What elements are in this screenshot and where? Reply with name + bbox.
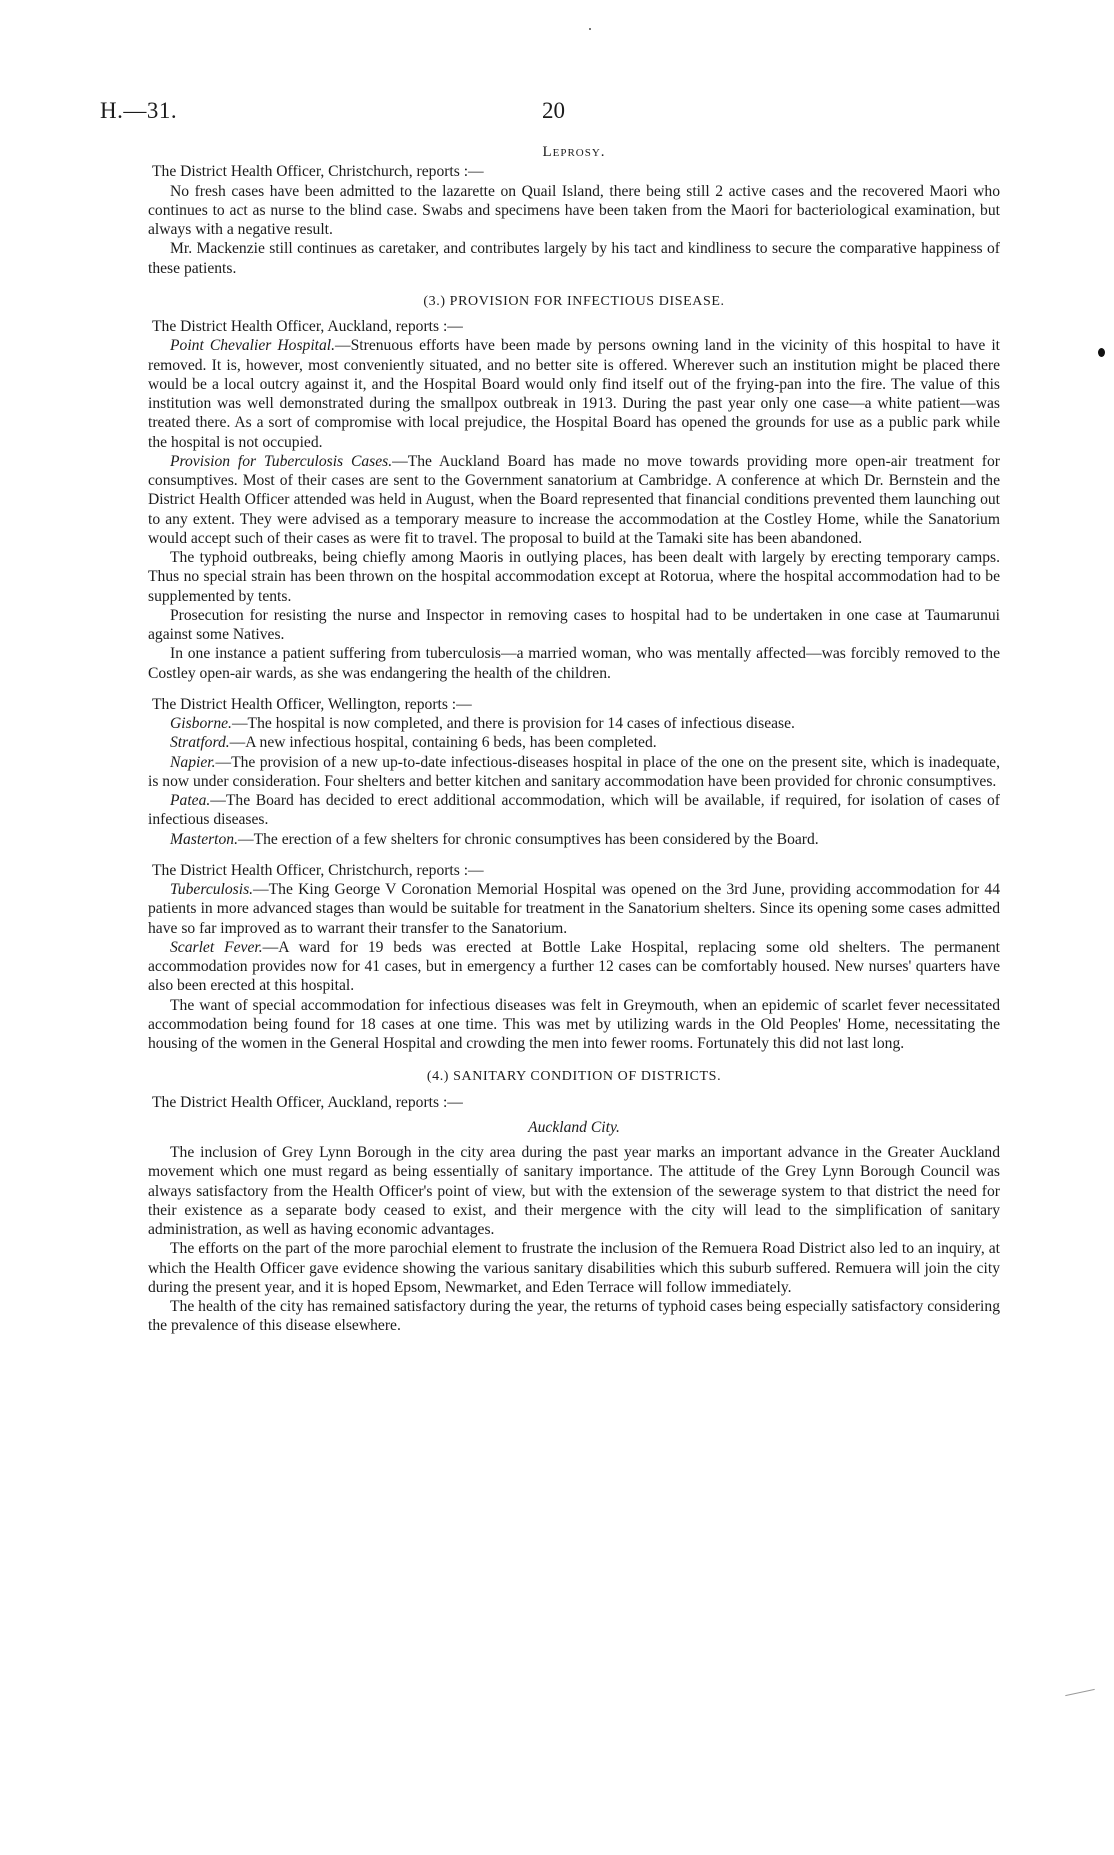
paragraph: The efforts on the part of the more parochial element to frustrate the inclusion of the Remuera Road District also led to an inquiry, at which the Health Officer gave evidence showing the various sanitary disabilities which this suburb suffered. Remuera will join the city during the present year, and it is hoped Epsom, Newmarket, and Eden Terrace will follow immediately. <box>148 1240 1000 1296</box>
reporter-line: The District Health Officer, Christchurch, reports :— <box>152 861 484 879</box>
paragraph-title: Napier. <box>170 753 216 771</box>
paragraph <box>148 733 1000 752</box>
paragraph <box>148 336 1000 452</box>
paragraph: The health of the city has remained satisfactory during the year, the returns of typhoid cases being especially satisfactory considering the prevalence of this disease elsewhere. <box>148 1298 1000 1335</box>
section-heading-sanitary: (4.) SANITARY CONDITION OF DISTRICTS. <box>426 1069 722 1085</box>
paragraph <box>148 938 1000 996</box>
paragraph-text: —A ward for 19 beds was erected at Bottle Lake Hospital, replacing some old shelters. The permanent accommodation provides now for 41 cases, but in emergency a further 12 cases can be comfortably housed. New nurses' quarters have also been erected at this hospital. <box>148 938 1000 995</box>
paragraph-text: —The King George V Coronation Memorial Hospital was opened on the 3rd June, providing accommodation for 44 patients in more advanced stages than would be suitable for treatment in the Sanatorium shelters. Since its opening some cases admitted have so far improved as to warrant their transfer to the Sanatorium. <box>148 881 1000 937</box>
paragraph-title: Point Chevalier Hospital. <box>170 337 336 355</box>
paragraph: In one instance a patient suffering from tuberculosis—a married woman, who was mentally affected—was forcibly removed to the Costley open-air wards, as she was endangering the health of the children. <box>148 645 1000 682</box>
paragraph <box>148 452 1000 548</box>
paragraph-text: —The hospital is now completed, and there is provision for 14 cases of infectious disease. <box>231 715 795 732</box>
paragraph-text: —The Auckland Board has made no move towards providing more open-air treatment for consumptives. Most of their cases are sent to the Government sanatorium at Cambridge. A conference at which Dr. Bernstein and the District Health Officer attended was held in August, when the Board represented that financial conditions prevented them launching out to any extent. They were advised as a temporary measure to increase the accommodation at the Costley Home, while the Sanatorium would accept such of their cases as were fit to travel. The proposal to build at the Tamaki site has been abandoned. <box>148 452 1000 547</box>
paragraph-text: —The provision of a new up-to-date infectious-diseases hospital in place of the one on the present site, which is inadequate, is now under consideration. Four shelters and better kitchen and sanitary accommodation have been provided for chronic consumptives. <box>148 753 1000 790</box>
margin-dot-mark <box>1098 348 1105 357</box>
paragraph <box>148 791 1000 830</box>
paragraph-title: Patea. <box>170 792 211 809</box>
paragraph: Prosecution for resisting the nurse and Inspector in removing cases to hospital had to be undertaken in one case at Taumarunui against some Natives. <box>148 606 1000 643</box>
section-heading-infectious: (3.) PROVISION FOR INFECTIOUS DISEASE. <box>423 293 725 309</box>
paragraph-title: Stratford. <box>170 734 230 752</box>
paragraph-text: —A new infectious hospital, containing 6 beds, has been completed. <box>229 734 657 752</box>
paragraph <box>148 714 1000 733</box>
paragraph <box>148 753 1000 792</box>
reporter-line: The District Health Officer, Auckland, reports :— <box>152 1093 463 1111</box>
paragraph-text: —Strenuous efforts have been made by persons owning land in the vicinity of this hospital to have it removed. It is, however, most conveniently situated, and no better site is offered. Wherever such an institution might be placed there would be a local outcry against it, and the Hospital Board would only find itself out of the frying-pan into the fire. The value of this institution was well demonstrated during the smallpox outbreak in 1913. During the past year only one case—a white patient—was treated there. As a sort of compromise with local prejudice, the Hospital Board has opened the grounds for use as a public park while the hospital is not occupied. <box>148 337 1000 451</box>
subsection-heading: Auckland City. <box>528 1118 620 1136</box>
document-reference: H.—31. <box>100 98 178 123</box>
paragraph <box>148 830 1000 849</box>
paragraph: Mr. Mackenzie still continues as caretaker, and contributes largely by his tact and kindliness to secure the comparative happiness of these patients. <box>148 240 1000 277</box>
reporter-line: The District Health Officer, Wellington, reports :— <box>152 695 472 713</box>
reporter-line: The District Health Officer, Auckland, reports :— <box>152 318 463 335</box>
reporter-line: The District Health Officer, Christchurch, reports :— <box>152 163 484 181</box>
paragraph-title: Scarlet Fever. <box>170 938 263 956</box>
paragraph-title: Tuberculosis. <box>170 881 254 898</box>
paragraph-text: —The Board has decided to erect additional accommodation, which will be available, if required, for isolation of cases of infectious diseases. <box>148 792 1000 829</box>
page-number: 20 <box>542 98 565 123</box>
paragraph: The want of special accommodation for infectious diseases was felt in Greymouth, when an epidemic of scarlet fever necessitated accommodation being found for 18 cases at one time. This was met by utilizing wards in the Old Peoples' Home, necessitating the housing of the women in the General Hospital and crowding the men into fewer rooms. Fortunately this did not last long. <box>148 996 1000 1052</box>
paragraph-title: Gisborne. <box>170 715 232 732</box>
paragraph <box>148 880 1000 938</box>
document-body <box>148 143 1000 1336</box>
paragraph-title: Provision for Tuberculosis Cases. <box>170 452 393 470</box>
paragraph-text: —The erection of a few shelters for chronic consumptives has been considered by the Board. <box>238 830 819 848</box>
section-heading-leprosy: Leprosy. <box>542 144 606 160</box>
paragraph: The typhoid outbreaks, being chiefly among Maoris in outlying places, has been dealt with largely by erecting temporary camps. Thus no special strain has been thrown on the hospital accommodation except at Rotorua, where the hospital accommodation had to be supplemented by tents. <box>148 549 1000 605</box>
paragraph: The inclusion of Grey Lynn Borough in the city area during the past year marks an important advance in the Greater Auckland movement which one must regard as being essentially of sanitary importance. The attitude of the Grey Lynn Borough Council was always satisfactory from the Health Officer's point of view, but with the extension of the sewerage system to that district the need for their existence as a separate body ceased to exist, and their mergence with the city will lead to the simplification of sanitary administration, as well as having economic advantages. <box>148 1144 1000 1238</box>
scan-speck <box>589 28 591 30</box>
paragraph-title: Masterton. <box>170 830 239 848</box>
margin-scan-mark <box>1065 1689 1095 1696</box>
paragraph: No fresh cases have been admitted to the lazarette on Quail Island, there being still 2 active cases and the recovered Maori who continues to act as nurse to the blind case. Swabs and specimens have been taken from the Maori for bacteriological examination, but always with a negative result. <box>148 182 1000 238</box>
